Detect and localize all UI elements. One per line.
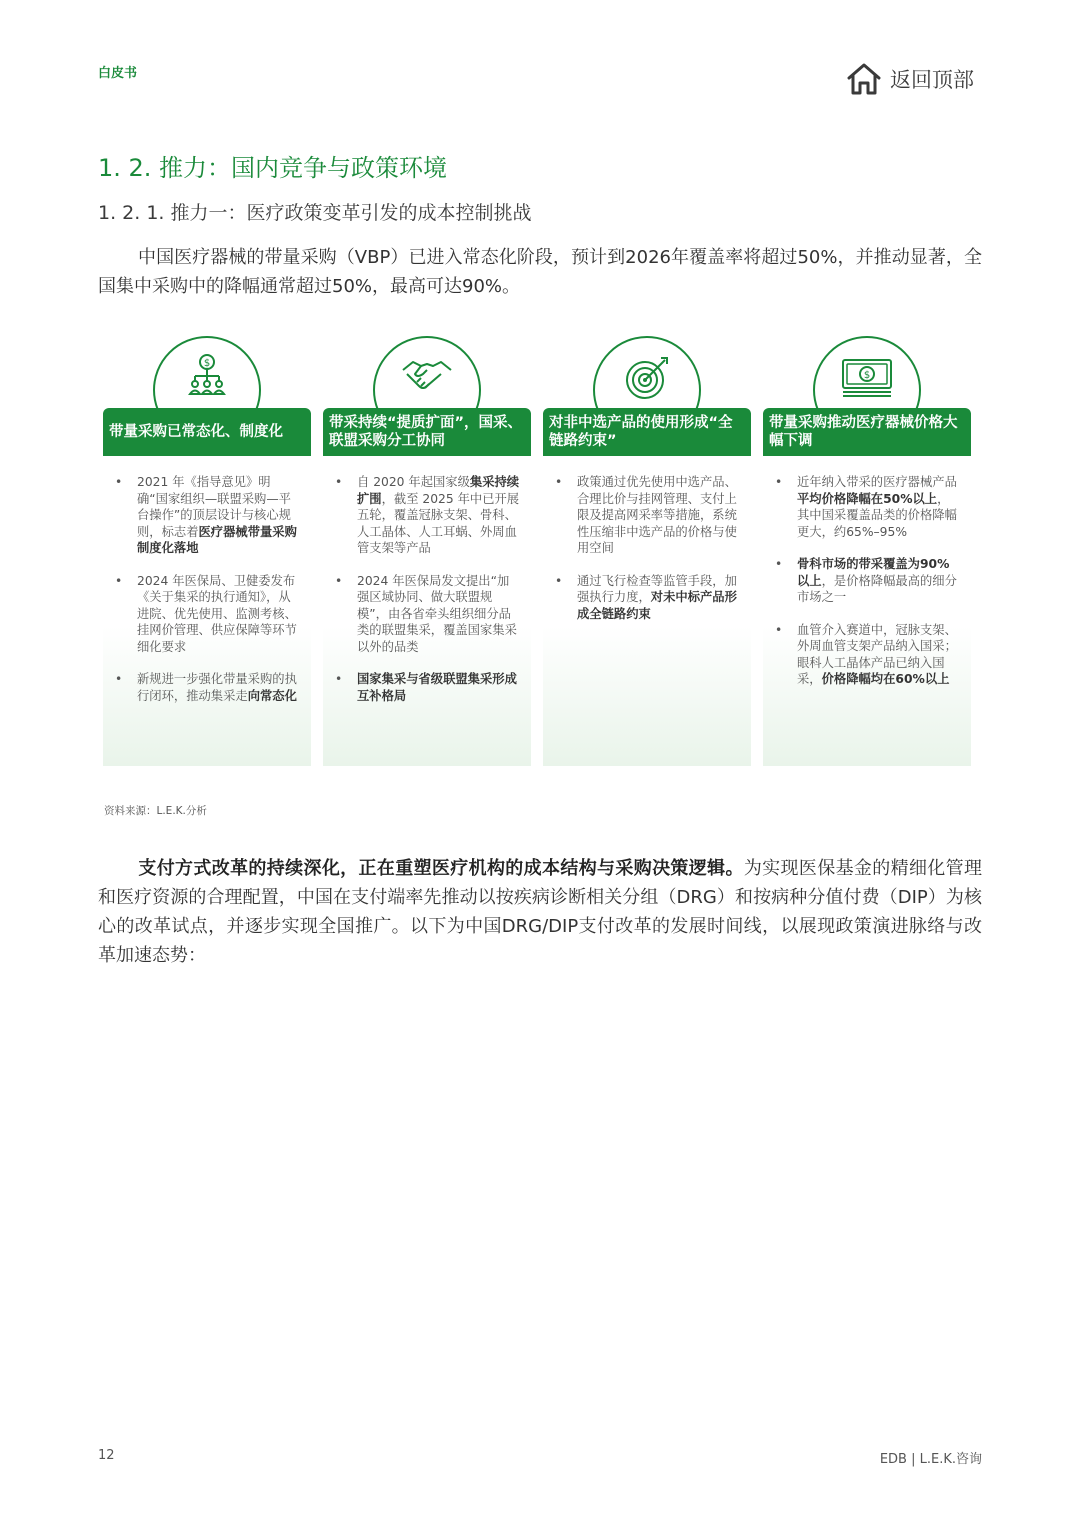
- page-number: 12: [98, 1448, 115, 1463]
- list-item: • 血管介入赛道中，冠脉支架、外周血管支架产品纳入国采；眼科人工晶体产品已纳入国采，价格降幅均在60%以上: [797, 622, 961, 688]
- card-title: 带采持续“提质扩面”，国采、联盟采购分工协同: [323, 408, 531, 456]
- list-item: • 2024 年医保局、卫健委发布《关于集采的执行通知》，从进院、优先使用、监测考核、挂网价管理、供应保障等环节细化要求: [137, 573, 301, 656]
- dollar-bill-icon: [837, 352, 897, 402]
- intro-text: 中国医疗器械的带量采购（VBP）已进入常态化阶段，预计到2026年覆盖率将超过50%，并推动显著，全国集中采购中的降幅通常超过50%，最高可达90%。: [98, 247, 982, 297]
- document-type-tag: 白皮书: [98, 66, 138, 81]
- list-item: • 2024 年医保局发文提出“加强区域协同、做大联盟规模”，由各省牵头组织细分品类的联盟集采，覆盖国家集采以外的品类: [357, 573, 521, 656]
- list-item: • 国家集采与省级联盟集采形成互补格局: [357, 671, 521, 704]
- list-item: • 新规进一步强化带量采购的执行闭环，推动集采走向常态化: [137, 671, 301, 704]
- list-item: • 自 2020 年起国家级集采持续扩围，截至 2025 年中已开展五轮，覆盖冠脉支架、骨科、人工晶体、人工耳蜗、外周血管支架等产品: [357, 474, 521, 557]
- back-to-top-label: 返回顶部: [890, 68, 974, 92]
- card-body: [543, 456, 751, 766]
- list-item: • 政策通过优先使用中选产品、合理比价与挂网管理、支付上限及提高网采率等措施，系统性压缩非中选产品的价格与使用空间: [577, 474, 741, 557]
- card-body: [103, 456, 311, 766]
- card-title: 对非中选产品的使用形成“全链路约束”: [543, 408, 751, 456]
- policy-card-1: [103, 336, 311, 766]
- list-item: • 2021 年《指导意见》明确“国家组织—联盟采购—平台操作”的顶层设计与核心规则，标志着医疗器械带量采购制度化落地: [137, 474, 301, 557]
- money-network-icon: [177, 352, 237, 402]
- list-item: • 通过飞行检查等监管手段，加强执行力度，对未中标产品形成全链路约束: [577, 573, 741, 623]
- paragraph-lead: 支付方式改革的持续深化，正在重塑医疗机构的成本结构与采购决策逻辑。: [138, 858, 744, 879]
- footer-brand: EDB | L.E.K.咨询: [879, 1452, 982, 1467]
- target-icon: [617, 352, 677, 402]
- section-subtitle: 1. 2. 1. 推力一：医疗政策变革引发的成本控制挑战: [98, 202, 532, 224]
- policy-card-2: [323, 336, 531, 766]
- list-item: • 近年纳入带采的医疗器械产品平均价格降幅在50%以上，其中国采覆盖品类的价格降幅更大，约65%–95%: [797, 474, 961, 540]
- intro-paragraph: [98, 243, 982, 301]
- source-note: 资料来源：L.E.K.分析: [104, 805, 207, 817]
- home-icon: [846, 62, 882, 96]
- handshake-icon: [397, 352, 457, 402]
- paragraph-body: 为实现医保基金的精细化管理和医疗资源的合理配置，中国在支付端率先推动以按疾病诊断相关分组（DRG）和按病种分值付费（DIP）为核心的改革试点，并逐步实现全国推广。以下为中国DRG/DIP支付改革的发展时间线，以展现政策演进脉络与改革加速态势：: [98, 858, 983, 966]
- payment-reform-paragraph: [98, 854, 982, 970]
- svg-text:$: $: [203, 358, 211, 369]
- card-body: [763, 456, 971, 766]
- svg-text:$: $: [863, 370, 871, 381]
- card-title: 带量采购已常态化、制度化: [103, 408, 311, 456]
- card-title: 带量采购推动医疗器械价格大幅下调: [763, 408, 971, 456]
- card-body: [323, 456, 531, 766]
- policy-card-3: [543, 336, 751, 766]
- list-item: • 骨科市场的带采覆盖为90%以上，是价格降幅最高的细分市场之一: [797, 556, 961, 606]
- back-to-top-button[interactable]: [846, 62, 974, 96]
- policy-card-4: [763, 336, 971, 766]
- section-title: 1. 2. 推力：国内竞争与政策环境: [98, 154, 448, 182]
